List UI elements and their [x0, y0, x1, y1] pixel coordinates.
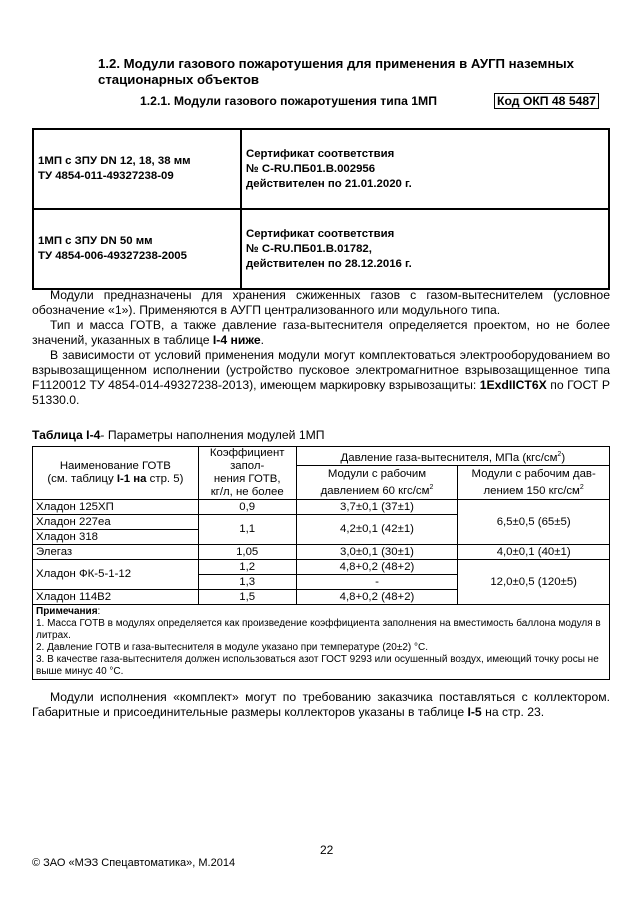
text-run: .: [260, 333, 265, 347]
table-notes: [33, 605, 610, 680]
table-caption: [32, 428, 325, 442]
pressure-60: 4,8+0,2 (48+2): [296, 590, 458, 605]
header-pressure: [296, 447, 609, 466]
text-run: В зависимости от условий применения модули могут комплектоваться электрооборудованием во взрывозащищенном исполнении (устройство пусковое электромагнитное взрывозащищенное типа F1120012 ТУ 4854-014-49327238-2013), имеющем маркировку взрывозащиты:: [32, 348, 610, 392]
header-text: кг/л, не более: [210, 486, 284, 498]
note-item: 1. Масса ГОТВ в модулях определяется как произведение коэффициента заполнения на вместимость баллона модуля в литрах.: [36, 618, 601, 641]
table-row: [33, 560, 610, 575]
model-name: 1МП с ЗПУ DN 12, 18, 38 мм: [38, 155, 191, 167]
pressure-60: 3,0±0,1 (30±1): [296, 545, 458, 560]
header-text: [36, 473, 195, 486]
text-run: ): [561, 451, 566, 464]
cert-cell: [241, 209, 609, 289]
text-run: на стр. 23.: [481, 705, 545, 719]
page-number: 22: [320, 843, 334, 857]
fill-coefficient: 1,1: [198, 515, 296, 545]
pressure-60: -: [296, 575, 458, 590]
explosion-marking: 1ExdIICT6X: [479, 378, 547, 392]
pressure-60: 4,2±0,1 (42±1): [296, 515, 458, 545]
fill-parameters-table: [32, 446, 610, 680]
table-row: [33, 545, 610, 560]
certificate-row: [33, 209, 609, 289]
text-run: лением 150 кгс/см: [483, 484, 580, 497]
intro-text: [32, 288, 610, 408]
pressure-150: 12,0±0,5 (120±5): [458, 560, 610, 605]
text-run: Тип и масса ГОТВ, а также давление газа-вытеснителя определяется проектом, но не более значений, указанных в таблице: [32, 318, 610, 347]
agent-name: Хладон 125ХП: [33, 500, 199, 515]
header-text: Коэффициент запол-: [209, 447, 285, 472]
fill-coefficient: 1,2: [198, 560, 296, 575]
model-name: 1МП с ЗПУ DN 50 мм: [38, 235, 153, 247]
model-spec: ТУ 4854-006-49327238-2005: [38, 250, 187, 262]
text-run: (см. таблицу: [47, 473, 117, 485]
table-reference: I-4 ниже: [212, 333, 261, 347]
header-text: Наименование ГОТВ: [59, 460, 171, 472]
intro-paragraph-1: Модули предназначены для хранения сжиженных газов с газом-вытеснителем (условное обозначение «1»). Применяются в АУГП централизованного или модульного типа.: [32, 288, 610, 317]
header-pressure-60: [296, 466, 458, 500]
text-run: по ГОСТ Р 51330.0.: [32, 378, 610, 407]
notes-title: Примечания: [36, 606, 98, 617]
intro-paragraph-3: [32, 348, 610, 408]
header-text: [461, 481, 606, 498]
header-agent-name: [33, 447, 199, 500]
fill-coefficient: 1,5: [198, 590, 296, 605]
table-header-row: [33, 447, 610, 466]
certificate-row: [33, 129, 609, 209]
table-notes-row: [33, 605, 610, 680]
header-pressure-150: [458, 466, 610, 500]
pressure-150: 4,0±0,1 (40±1): [458, 545, 610, 560]
certificate-table: [32, 128, 610, 290]
header-text: Модули с рабочим дав-: [471, 467, 596, 480]
pressure-150: 6,5±0,5 (65±5): [458, 500, 610, 545]
agent-name: Хладон 318: [33, 530, 199, 545]
cert-cell: [241, 129, 609, 209]
cert-title: Сертификат соответствия: [246, 147, 395, 160]
header-text: нения ГОТВ,: [213, 473, 281, 485]
text-run: давлением 60 кгс/см: [320, 484, 430, 497]
section-heading: 1.2. Модули газового пожаротушения для применения в АУГП наземных стационарных объектов: [98, 56, 575, 87]
outro-paragraph: [32, 690, 610, 720]
footer-copyright: © ЗАО «МЭЗ Спецавтоматика», М.2014: [32, 857, 236, 869]
table-caption-text: - Параметры наполнения модулей 1МП: [100, 428, 325, 442]
outro-text: [32, 690, 610, 720]
table-reference: I-5: [467, 705, 482, 719]
header-text: Модули с рабочим: [327, 467, 427, 480]
fill-coefficient: 0,9: [198, 500, 296, 515]
model-cell: [33, 129, 241, 209]
text-run: Модули исполнения «комплект» могут по требованию заказчика поставляться с коллектором. Габаритные и присоединительные размеры коллекторов указаны в таблице: [32, 690, 610, 719]
cert-number: № C-RU.ПБ01.В.002956: [246, 162, 376, 175]
header-fill-coefficient: [198, 447, 296, 500]
model-cell: [33, 209, 241, 289]
note-item: 3. В качестве газа-вытеснителя должен использоваться азот ГОСТ 9293 или осушенный воздух, имеющий точку росы не выше минус 40 °С.: [36, 654, 599, 677]
model-spec: ТУ 4854-011-49327238-09: [38, 170, 174, 182]
superscript: 2: [429, 483, 434, 491]
superscript: 2: [557, 450, 562, 458]
cert-number: № C-RU.ПБ01.В.01782,: [246, 242, 372, 255]
fill-coefficient: 1,05: [198, 545, 296, 560]
cert-validity: действителен по 28.12.2016 г.: [246, 257, 412, 270]
pressure-60: 4,8+0,2 (48+2): [296, 560, 458, 575]
header-text: Давление газа-вытеснителя, МПа (кгс/см: [340, 451, 558, 464]
agent-name: Элегаз: [33, 545, 199, 560]
subsection-heading: 1.2.1. Модули газового пожаротушения типа 1МП: [140, 94, 437, 108]
agent-name: Хладон ФК-5-1-12: [33, 560, 199, 590]
pressure-60: 3,7±0,1 (37±1): [296, 500, 458, 515]
agent-name: Хладон 227еа: [33, 515, 199, 530]
text-run: стр. 5): [146, 473, 184, 485]
text-run: :: [97, 606, 101, 617]
cert-validity: действителен по 21.01.2020 г.: [246, 177, 412, 190]
table-caption-label: Таблица I-4: [32, 428, 101, 442]
table-reference: I-1 на: [116, 473, 147, 485]
okp-code: Код ОКП 48 5487: [494, 93, 599, 109]
cert-title: Сертификат соответствия: [246, 227, 395, 240]
intro-paragraph-2: [32, 318, 610, 348]
agent-name: Хладон 114В2: [33, 590, 199, 605]
fill-coefficient: 1,3: [198, 575, 296, 590]
header-text: [300, 481, 455, 498]
notes-title-line: [36, 606, 606, 618]
superscript: 2: [579, 483, 584, 491]
table-row: [33, 500, 610, 515]
note-item: 2. Давление ГОТВ и газа-вытеснителя в модуле указано при температуре (20±2) °С.: [36, 642, 429, 653]
